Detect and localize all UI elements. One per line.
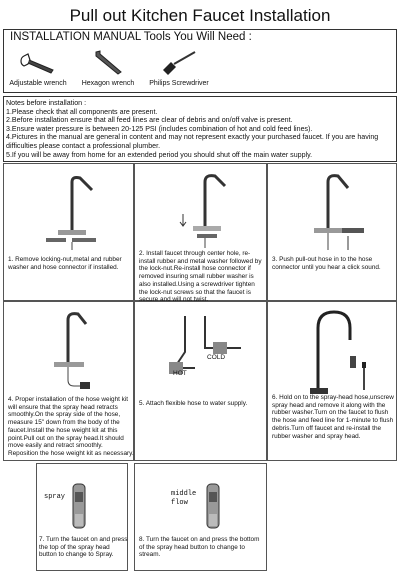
tools-heading: INSTALLATION MANUAL Tools You Will Need :: [10, 31, 252, 43]
tool-screwdriver: [144, 48, 214, 87]
step-4-panel: [3, 301, 134, 461]
cold-label: COLD: [207, 354, 226, 361]
note-line: 5.If you will be away from home for an extended period you should shut off the main water supply.: [6, 150, 313, 159]
spray-head-illustration: [69, 482, 89, 532]
tool-label: Hexagon wrench: [81, 80, 135, 87]
tool-label: Adjustable wrench: [9, 80, 67, 87]
spray-label: spray: [44, 493, 66, 501]
step-caption: 6. Hold on to the spray-head hose,unscrew spray head and remove it along with the rubber washer.Turn on the faucet to flush the hose and feed line for 1-minute to flush debris.Turn off faucet and re-install the rubber washer and spray head.: [272, 394, 394, 440]
tools-section: [3, 29, 397, 93]
step-caption: 8. Turn the faucet on and press the bottom of the spray head button to change to stream.: [139, 536, 260, 559]
step-2-panel: [134, 163, 267, 304]
step-8-panel: [134, 463, 267, 571]
spray-head-illustration: [203, 482, 223, 532]
hose-connect-illustration: [298, 170, 368, 252]
flush-illustration: [306, 306, 376, 396]
step-caption: 3. Push pull-out hose in to the hose connector until you hear a click sound.: [272, 256, 381, 271]
notes-heading: Notes before installation :: [6, 99, 87, 107]
hot-label: HOT: [173, 370, 187, 377]
notes-section: [3, 96, 397, 162]
flow-label: flow: [171, 499, 188, 507]
note-line: 1.Please check that all components are present.: [6, 107, 158, 116]
hex-key-icon: [88, 48, 128, 78]
faucet-removal-illustration: [32, 172, 112, 252]
step-1-panel: [3, 163, 134, 301]
page-title: Pull out Kitchen Faucet Installation: [69, 6, 331, 25]
note-line: 2.Before installation ensure that all feed lines are clear of debris and on/off valve is present.: [6, 116, 293, 125]
step-5-panel: [134, 301, 267, 461]
step-caption: 4. Proper installation of the hose weight kit will ensure that the spray head retracts smoothly.On the spray side of the hose, measure 15" down from the body of the faucet.Install the hose weight kit at this point.Pull out on the spray head.It should move easily and retract smoothly. Reposition the hose weight kit as necessary.: [8, 396, 134, 457]
tool-label: Philips Screwdriver: [149, 80, 209, 87]
step-caption: 5. Attach flexible hose to water supply.: [139, 400, 248, 407]
middle-label: middle: [171, 490, 197, 498]
note-line: 3.Ensure water pressure is between 20-125 PSI (includes combination of hot and cold feed lines).: [6, 124, 313, 133]
step-caption: 1. Remove locking-nut,metal and rubber washer and hose connector if installed.: [8, 256, 122, 271]
step-caption: 7. Turn the faucet on and press the top of the spray head button to change to Spray.: [39, 536, 128, 559]
step-3-panel: [267, 163, 397, 301]
wrench-icon: [18, 48, 58, 78]
step-7-panel: [36, 463, 128, 571]
faucet-install-illustration: [175, 170, 239, 248]
screwdriver-icon: [157, 48, 201, 78]
step-caption: 2. Install faucet through center hole, re-install rubber and metal washer followed by the lock-nut.Re-install hose connector if removed insuring small rubber washer is also installed.Using a screwdriver tighten the lock-nut screws so that the faucet is secure and will not twist.: [139, 250, 262, 304]
hose-weight-illustration: [34, 308, 104, 392]
step-6-panel: [267, 301, 397, 461]
tool-adjustable-wrench: [7, 48, 69, 87]
note-line: 4.Pictures in the manual are general in content and may not represent exactly your purchased faucet. If you are having difficulties please contact a professional plumber.: [6, 133, 379, 150]
tool-hexagon-wrench: [79, 48, 137, 87]
